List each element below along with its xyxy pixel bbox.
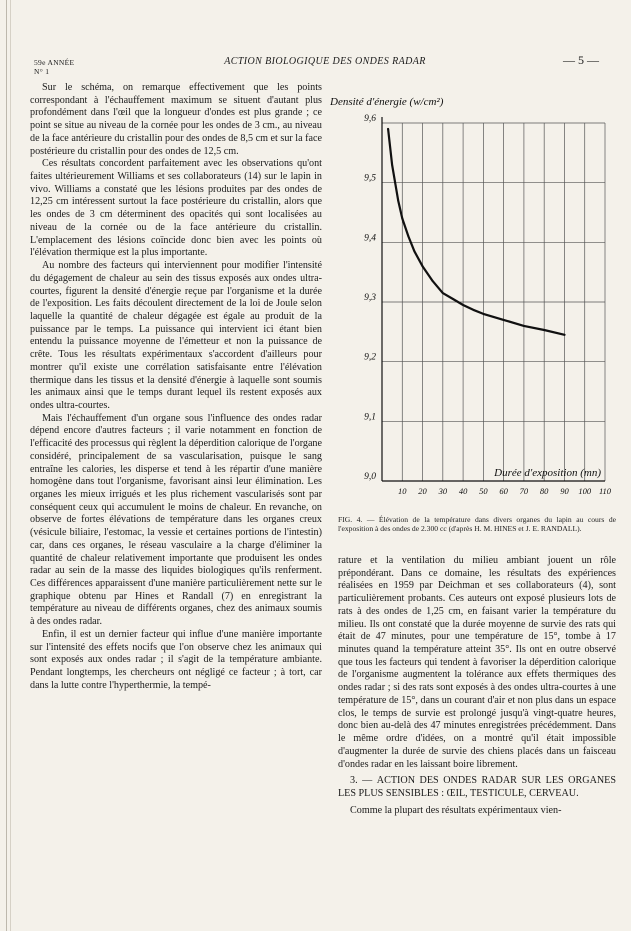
issue-label: N° 1	[34, 67, 50, 76]
scan-margin-line	[10, 0, 11, 931]
chart-svg	[330, 83, 620, 505]
data-point	[391, 164, 393, 166]
data-point	[422, 265, 424, 267]
figure-caption: FIG. 4. — Élévation de la température dans divers organes du lapin au cours de l'exposition à des ondes de 2.300 cc (d'après H. M. HINES et J. E. RANDALL).	[338, 515, 616, 533]
data-point	[493, 316, 495, 318]
y-tick-label: 9,6	[364, 114, 376, 124]
x-tick-label: 80	[539, 486, 549, 496]
x-tick-label: 90	[560, 486, 569, 496]
data-point	[452, 298, 454, 300]
y-tick-label: 9,1	[364, 412, 376, 423]
paragraph: Sur le schéma, on remarque effectivement que les points correspondant à l'échauffement maximum se situent d'autant plus profondément dans l'œil que la longueur d'ondes est plus grande ; ce point se situe au niveau de la cornée pour les ondes de 3 cm., au niveau de la face antérieure du cristallin pour des ondes de 8,5 cm et sur la face postérieure du cristallin pour des ondes de 12,5 cm.	[30, 82, 322, 157]
y-tick-label: 9,4	[364, 233, 376, 244]
data-point	[401, 218, 403, 220]
x-tick-label: 110	[598, 486, 612, 496]
x-tick-label: 50	[479, 486, 488, 496]
volume-label: 59e ANNÉE	[34, 58, 75, 67]
series-line	[388, 129, 564, 335]
x-tick-label: 30	[438, 486, 448, 496]
data-point	[482, 313, 484, 315]
data-point	[387, 128, 389, 130]
data-point	[523, 325, 525, 327]
y-tick-label: 9,0	[364, 472, 376, 482]
data-point	[432, 280, 434, 282]
paragraph: Au nombre des facteurs qui interviennent pour modifier l'intensité du dégagement de chaleur au sein des tissus exposés aux ondes ultra-courtes, figurent la densité d'énergie reçue par l'organisme et la durée de l'exposition. Les faits découlent directement de la loi de Joule selon laquelle la quantité de chaleur dégagée est égale au produit de la puissance par le temps. La puissance qui intervient ici étant bien entendu la puissance moyenne de l'émetteur et non la puissance de crête. Tous les résultats expérimentaux s'accordent d'ailleurs pour montrer qu'il existe une corrélation satisfaisante entre l'élévation thermique dans les tissus et la densité d'énergie à laquelle sont soumis les animaux ainsi que le temps durant lequel ils restent exposés aux ondes ultra-courtes.	[30, 260, 322, 411]
x-tick-label: 40	[458, 486, 468, 496]
data-point	[503, 319, 505, 321]
data-point	[407, 235, 409, 237]
x-tick-label: 10	[398, 486, 407, 496]
paragraph: Enfin, il est un dernier facteur qui influe d'une manière importante sur l'intensité des effets nocifs que l'on observe chez les animaux qui sont exposés aux ondes radar ; il s'agit de la température ambiante. Pendant longtemps, les chercheurs ont négligé ce facteur ; à tort, car dans la lutte contre l'hyperthermie, la tempé-	[30, 628, 322, 691]
x-tick-label: 100	[578, 486, 592, 496]
data-point	[442, 292, 444, 294]
y-axis-label: Densité d'énergie (w/cm²)	[330, 96, 444, 108]
section-heading	[338, 775, 616, 800]
section-number: 3. —	[350, 775, 373, 787]
paragraph: Comme la plupart des résultats expérimentaux vien-	[350, 804, 562, 816]
paragraph: Ces résultats concordent parfaitement avec les observations qu'ont faites ultérieurement Williams et ses collaborateurs (14) sur le lapin in vivo. Williams a constaté que les lésions produites par des ondes de 12,25 cm intéressent surtout la face postérieure du cristallin, alors que les ondes de 3 cm déterminent des opacités qui sont localisées au niveau de la cornée ou de la face antérieure du cristallin. L'emplacement des lésions coïncide donc bien avec les points où l'élévation thermique est la plus importante.	[30, 158, 322, 259]
page-number: — 5 —	[563, 53, 599, 67]
x-axis-label: Durée d'exposition (mn)	[494, 467, 601, 479]
section-title: ACTION DES ONDES RADAR SUR LES ORGANES LES PLUS SENSIBLES : ŒIL, TESTICULE, CERVEAU.	[338, 775, 617, 799]
data-point	[397, 200, 399, 202]
x-tick-label: 20	[418, 486, 427, 496]
data-point	[462, 304, 464, 306]
header-volume	[34, 58, 74, 76]
y-tick-label: 9,2	[364, 352, 376, 363]
figure-4-chart	[330, 83, 620, 505]
y-tick-label: 9,3	[364, 293, 376, 303]
x-tick-label: 70	[519, 486, 529, 496]
left-column	[30, 82, 322, 693]
running-title: ACTION BIOLOGIQUE DES ONDES RADAR	[224, 56, 426, 67]
paragraph: Mais l'échauffement d'un organe sous l'influence des ondes radar dépend encore d'autres facteurs ; il varie notamment en fonction de l'efficacité des processus qui règlent la déperdition calorique de l'organe considéré, principalement de sa vascularisation, puisque le sang entraîne les calories, les disperse et tend à les répartir d'une manière homogène dans tout l'organisme, favorisant ainsi leur élimination. Les organes les mieux irrigués et les plus richement vascularisés sont par conséquent ceux qui accumulent le moins de chaleur. En revanche, on observe de fortes élévations de température dans les organes creux (vésicule biliaire, l'estomac, la vessie et certaines portions de l'intestin) car, dans ces organes, le réseau vasculaire a la charge d'éliminer la quantité de chaleur relativement importante que produisent les ondes radar au sein de la masse des liquides biologiques qu'ils renferment. Ces différences apparaissent d'une manière particulièrement nette sur le graphique obtenu par Hines et Randall (7) en enregistrant la température au niveau de différents organes, chez des animaux soumis à des ondes radar.	[30, 412, 322, 628]
x-tick-label: 60	[499, 486, 508, 496]
data-point	[543, 329, 545, 331]
y-tick-label: 9,5	[364, 173, 376, 184]
scan-margin-line	[6, 0, 7, 931]
right-column	[338, 555, 616, 817]
data-point	[414, 250, 416, 252]
data-point	[472, 309, 474, 311]
data-point	[564, 334, 566, 336]
paragraph: rature et la ventilation du milieu ambiant jouent un rôle prépondérant. Dans ce domaine, les résultats des expériences réalisées en 1959 par Deichman et ses collaborateurs (4), sont particulièrement probants. Ces auteurs ont exposé plusieurs lots de rats à des ondes de 1,25 cm, en faisant varier la température du milieu. Ils ont constaté que la durée moyenne de survie des rats qui était de 47 minutes, pour une température de 15°, tombe à 17 minutes quand la température atteint 35°. Ils ont en outre observé que tous les facteurs qui tendent à favoriser la déperdition calorique de l'organisme augmentent la tolérance aux effets thermiques des ondes radar ; si des rats sont exposés à des ondes ultra-courtes à une température de 15°, dans un courant d'air et non plus dans un espace clos, le temps de survie est prolongé jusqu'à vingt-quatre heures, donc bien au-delà des 47 minutes enregistrées précédemment. Dans le même ordre d'idées, on a montré qu'il était impossible d'augmenter la durée de survie des chiens placés dans un faisceau d'ondes radar en les laissant boire librement.	[338, 555, 616, 770]
